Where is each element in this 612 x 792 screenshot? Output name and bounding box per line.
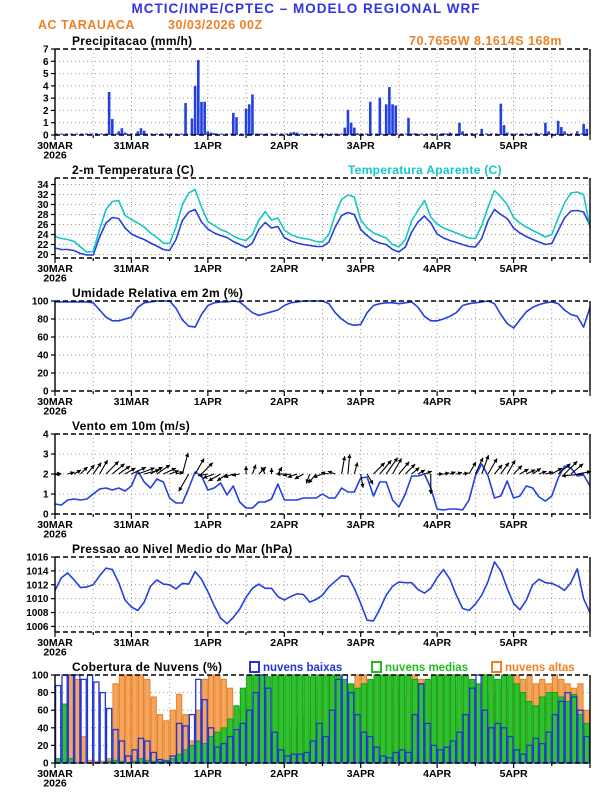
svg-text:60: 60 bbox=[37, 332, 49, 344]
svg-text:4APR: 4APR bbox=[423, 140, 452, 152]
svg-text:31MAR: 31MAR bbox=[113, 396, 150, 408]
svg-text:3APR: 3APR bbox=[346, 396, 375, 408]
svg-text:1: 1 bbox=[42, 118, 49, 130]
apparent-temperature-title: Temperatura Aparente (C) bbox=[348, 163, 502, 177]
svg-text:4: 4 bbox=[42, 81, 49, 93]
svg-text:1014: 1014 bbox=[26, 566, 49, 578]
run-datetime: 30/03/2026 00Z bbox=[168, 18, 263, 32]
svg-text:40: 40 bbox=[37, 723, 49, 735]
model-title: MCTIC/INPE/CPTEC – MODELO REGIONAL WRF bbox=[131, 1, 481, 16]
wind-panel bbox=[0, 419, 612, 540]
svg-text:2APR: 2APR bbox=[270, 519, 299, 531]
svg-text:3APR: 3APR bbox=[346, 519, 375, 531]
low-clouds-legend-icon bbox=[250, 662, 259, 672]
svg-text:6: 6 bbox=[42, 56, 49, 68]
high-clouds-legend-icon bbox=[492, 662, 501, 672]
pressure-title: Pressao ao Nivel Medio do Mar (hPa) bbox=[72, 542, 293, 556]
svg-text:0: 0 bbox=[42, 386, 49, 398]
pressure-panel bbox=[0, 542, 612, 658]
svg-text:32: 32 bbox=[37, 190, 49, 201]
svg-text:4APR: 4APR bbox=[423, 637, 452, 649]
clouds-plot bbox=[32, 671, 590, 790]
svg-text:100: 100 bbox=[31, 296, 49, 308]
svg-text:5APR: 5APR bbox=[499, 396, 528, 408]
svg-text:31MAR: 31MAR bbox=[113, 263, 150, 275]
precipitation-title: Precipitacao (mm/h) bbox=[72, 34, 193, 48]
svg-text:3: 3 bbox=[42, 93, 49, 105]
cloud-cover-panel bbox=[0, 660, 612, 789]
temperature-panel bbox=[0, 163, 612, 284]
wind-direction-arrows bbox=[55, 453, 591, 494]
year-label: 2026 bbox=[43, 777, 67, 789]
mid-clouds-legend-label: nuvens medias bbox=[385, 662, 469, 674]
svg-text:1: 1 bbox=[42, 489, 49, 501]
svg-text:30MAR: 30MAR bbox=[37, 263, 73, 275]
svg-text:4: 4 bbox=[42, 429, 49, 441]
humidity-plot bbox=[32, 297, 590, 418]
mid-clouds-legend-icon bbox=[372, 662, 381, 672]
precipitation-plot bbox=[37, 45, 590, 162]
svg-text:2APR: 2APR bbox=[270, 263, 299, 275]
temperature-line bbox=[55, 210, 590, 256]
svg-text:30MAR: 30MAR bbox=[37, 519, 73, 531]
svg-text:2APR: 2APR bbox=[270, 637, 299, 649]
precipitation-panel bbox=[0, 34, 612, 161]
svg-text:31MAR: 31MAR bbox=[113, 519, 150, 531]
cloud-cover-title: Cobertura de Nuvens (%) bbox=[72, 660, 223, 674]
svg-text:3APR: 3APR bbox=[346, 140, 375, 152]
svg-text:5: 5 bbox=[42, 69, 49, 81]
svg-text:1APR: 1APR bbox=[193, 637, 222, 649]
svg-text:4APR: 4APR bbox=[423, 396, 452, 408]
svg-text:4APR: 4APR bbox=[423, 263, 452, 275]
svg-text:1APR: 1APR bbox=[193, 519, 222, 531]
svg-text:31MAR: 31MAR bbox=[113, 140, 150, 152]
svg-text:34: 34 bbox=[37, 180, 49, 191]
wind-title: Vento em 10m (m/s) bbox=[72, 419, 191, 433]
svg-text:80: 80 bbox=[37, 688, 49, 700]
location-label: 70.7656W 8.1614S 168m bbox=[409, 34, 562, 48]
svg-text:1016: 1016 bbox=[26, 552, 49, 564]
temperature-title: 2-m Temperatura (C) bbox=[72, 163, 195, 177]
station-name: AC TARAUACA bbox=[38, 18, 135, 32]
svg-text:30MAR: 30MAR bbox=[37, 768, 73, 780]
svg-text:5APR: 5APR bbox=[499, 140, 528, 152]
svg-text:3APR: 3APR bbox=[346, 263, 375, 275]
svg-text:7: 7 bbox=[42, 44, 49, 56]
svg-text:30MAR: 30MAR bbox=[37, 140, 73, 152]
svg-text:1006: 1006 bbox=[26, 621, 49, 633]
svg-text:4APR: 4APR bbox=[423, 768, 452, 780]
svg-text:2APR: 2APR bbox=[270, 396, 299, 408]
year-label: 2026 bbox=[43, 272, 67, 284]
pressure-plot bbox=[26, 553, 590, 659]
svg-text:2APR: 2APR bbox=[270, 768, 299, 780]
wind-plot bbox=[37, 430, 591, 541]
high-clouds-legend-label: nuvens altas bbox=[505, 662, 575, 674]
svg-text:0: 0 bbox=[42, 130, 49, 142]
year-label: 2026 bbox=[43, 646, 67, 658]
svg-text:0: 0 bbox=[42, 758, 49, 770]
svg-text:30MAR: 30MAR bbox=[37, 637, 73, 649]
svg-text:2: 2 bbox=[42, 105, 49, 117]
svg-text:30: 30 bbox=[37, 200, 49, 211]
svg-text:3APR: 3APR bbox=[346, 768, 375, 780]
svg-text:80: 80 bbox=[37, 314, 49, 326]
svg-text:28: 28 bbox=[37, 210, 49, 221]
svg-text:1010: 1010 bbox=[26, 594, 49, 606]
precipitation-bars bbox=[86, 60, 589, 135]
humidity-title: Umidade Relativa em 2m (%) bbox=[72, 286, 244, 300]
svg-text:24: 24 bbox=[37, 230, 49, 241]
svg-text:31MAR: 31MAR bbox=[113, 637, 150, 649]
svg-text:26: 26 bbox=[37, 220, 49, 231]
svg-text:31MAR: 31MAR bbox=[113, 768, 150, 780]
svg-text:20: 20 bbox=[37, 250, 49, 261]
temperature-plot bbox=[37, 178, 590, 284]
header bbox=[0, 0, 612, 34]
svg-text:1APR: 1APR bbox=[193, 396, 222, 408]
low-clouds-legend-label: nuvens baixas bbox=[263, 662, 343, 674]
year-label: 2026 bbox=[43, 528, 67, 540]
svg-text:1APR: 1APR bbox=[193, 140, 222, 152]
svg-text:1APR: 1APR bbox=[193, 768, 222, 780]
svg-text:0: 0 bbox=[42, 509, 49, 521]
svg-text:1012: 1012 bbox=[26, 580, 49, 592]
svg-text:5APR: 5APR bbox=[499, 637, 528, 649]
humidity-panel bbox=[0, 286, 612, 417]
svg-text:1APR: 1APR bbox=[193, 263, 222, 275]
year-label: 2026 bbox=[43, 149, 67, 161]
svg-text:2APR: 2APR bbox=[270, 140, 299, 152]
svg-text:5APR: 5APR bbox=[499, 519, 528, 531]
svg-text:22: 22 bbox=[37, 240, 49, 251]
svg-text:4APR: 4APR bbox=[423, 519, 452, 531]
svg-text:100: 100 bbox=[31, 670, 49, 682]
svg-text:3APR: 3APR bbox=[346, 637, 375, 649]
svg-text:2: 2 bbox=[42, 469, 49, 481]
svg-text:40: 40 bbox=[37, 350, 49, 362]
svg-text:3: 3 bbox=[42, 449, 49, 461]
svg-text:5APR: 5APR bbox=[499, 768, 528, 780]
svg-text:1008: 1008 bbox=[26, 608, 49, 620]
year-label: 2026 bbox=[43, 405, 67, 417]
svg-text:5APR: 5APR bbox=[499, 263, 528, 275]
svg-text:20: 20 bbox=[37, 368, 49, 380]
svg-text:30MAR: 30MAR bbox=[37, 396, 73, 408]
svg-text:60: 60 bbox=[37, 705, 49, 717]
svg-text:20: 20 bbox=[37, 740, 49, 752]
